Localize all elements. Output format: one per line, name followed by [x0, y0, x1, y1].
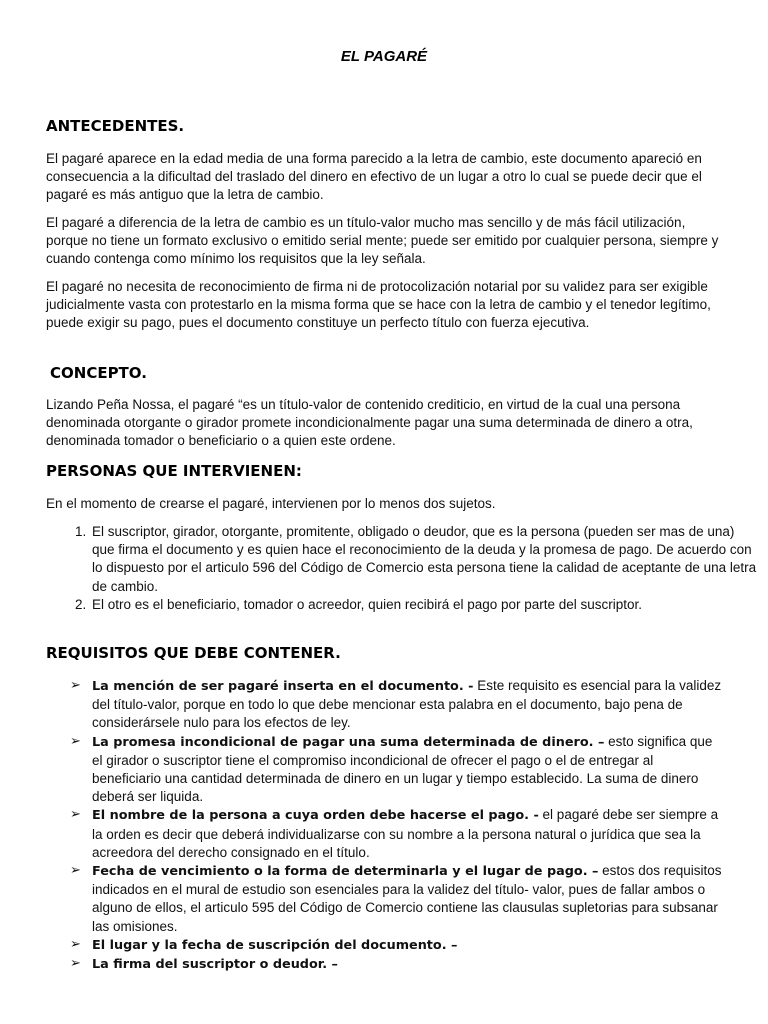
requisito-text: el pagaré debe ser siempre a la orden es decir que deberá individualizarse con su nombre a la persona natural o jurídica que sea la acreedora del derecho consignado en el título. [92, 807, 719, 860]
list-item [70, 806, 724, 862]
requisito-title: La mención de ser pagaré inserta en el documento. - [92, 679, 474, 694]
requisito-title: La firma del suscriptor o deudor. – [92, 957, 338, 973]
paragraph-personas-intro: En el momento de crearse el pagaré, intervienen por lo menos dos sujetos. [46, 496, 496, 511]
requisito-title: Fecha de vencimiento o la forma de determinarla y el lugar de pago. – [92, 864, 599, 880]
list-item: 2. El otro es el beneficiario, tomador o acreedor, quien recibirá el pago por parte del suscriptor. [90, 596, 758, 614]
list-item [70, 862, 724, 936]
arrow-bullet-icon: ➢ [70, 863, 81, 879]
requisito-text: estos dos requisitos indicados en el mural de estudio son esenciales para la validez del título- valor, pues de fallar ambos o alguno de ellos, el articulo 595 del Código de Comercio contiene las clausulas supletorias para subsanar las omisiones. [92, 863, 722, 934]
paragraph-antecedentes-3: El pagaré no necesita de reconocimiento de firma ni de protocolización notarial por su validez para ser exigible judicialmente vasta con protestarlo en la misma forma que se hace con la letra de cambio y el tenedor legítimo, puede exigir su pago, pues el documento constituye un perfecto título con fuerza ejecutiva. [46, 279, 711, 331]
arrow-bullet-icon: ➢ [70, 678, 81, 693]
arrow-bullet-icon: ➢ [70, 956, 81, 972]
personas-list [46, 523, 758, 614]
arrow-bullet-icon: ➢ [70, 807, 81, 823]
list-item [70, 677, 724, 733]
list-item [70, 955, 724, 974]
paragraph-concepto: Lizando Peña Nossa, el pagaré “es un título-valor de contenido crediticio, en virtud de la cual una persona denominada otorgante o girador promete incondicionalmente pagar una suma determinada de dinero a otra, denominada tomador o beneficiario o a quien este ordene. [46, 397, 693, 449]
requisitos-list [70, 677, 724, 974]
list-item [70, 936, 724, 955]
heading-antecedentes: ANTECEDENTES. [46, 117, 185, 135]
requisito-title: El nombre de la persona a cuya orden debe hacerse el pago. - [92, 808, 539, 824]
paragraph-antecedentes-2: El pagaré a diferencia de la letra de cambio es un título-valor mucho mas sencillo y de más fácil utilización, porque no tiene un formato exclusivo o emitido serial mente; puede ser emitido por cualquier persona, siempre y cuando contenga como mínimo los requisitos que la ley señala. [46, 215, 719, 267]
list-item [70, 733, 724, 807]
arrow-bullet-icon: ➢ [70, 936, 81, 952]
requisito-text: Este requisito es esencial para la validez del título-valor, porque en todo lo que debe mencionar esta palabra en el documento, bajo pena de considerársele nulo para los efectos de ley. [92, 678, 722, 731]
requisito-text: esto significa que el girador o suscriptor tiene el compromiso incondicional de ofrecer el pago o el de entregar al beneficiario una cantidad determinada de dinero en un lugar y tiempo establecido. La suma de dinero deberá ser liquida. [92, 733, 713, 805]
requisito-title: La promesa incondicional de pagar una suma determinada de dinero. – [92, 734, 605, 750]
list-item: 1. El suscriptor, girador, otorgante, promitente, obligado o deudor, que es la persona (pueden ser mas de una) que firma el documento y es quien hace el reconocimiento de la deuda y la promesa de pago. De acuerdo con lo dispuesto por el articulo 596 del Código de Comercio esta persona tiene la calidad de aceptante de una letra de cambio. [90, 523, 758, 596]
heading-requisitos: REQUISITOS QUE DEBE CONTENER. [46, 644, 341, 662]
arrow-bullet-icon: ➢ [70, 733, 81, 749]
heading-concepto: CONCEPTO. [50, 364, 147, 382]
document-title: EL PAGARÉ [340, 48, 428, 65]
paragraph-antecedentes-1: El pagaré aparece en la edad media de una forma parecido a la letra de cambio, este documento apareció en consecuencia a la dificultad del traslado del dinero en efectivo de un lugar a otro lo cual se puede decir que el pagaré es más antiguo que la letra de cambio. [46, 151, 702, 203]
requisito-title: El lugar y la fecha de suscripción del documento. – [92, 937, 458, 953]
heading-personas: PERSONAS QUE INTERVIENEN: [46, 462, 302, 480]
